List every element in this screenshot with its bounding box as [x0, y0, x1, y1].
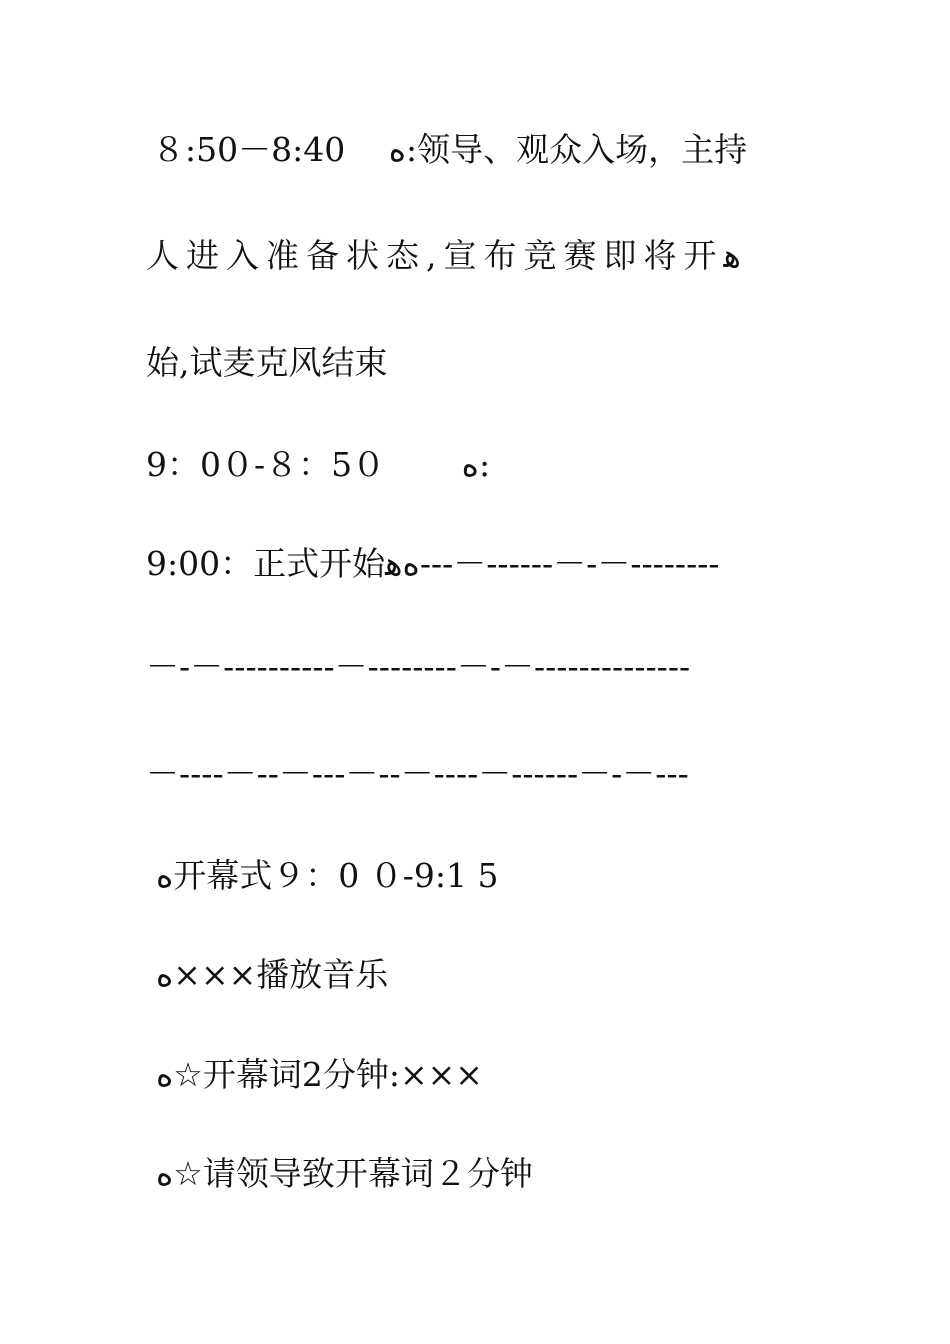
separator-line-1: －-－----------－--------－-－-------------- [146, 647, 691, 686]
opening-ceremony-heading: ﻩ开幕式９：0 ０-9:1 5 [156, 856, 499, 895]
leader-speech-item: ﻩ☆请领导致开幕词２分钟 [156, 1154, 533, 1193]
schedule-line-4: 9：0０-８：5０ ﻩ: [146, 445, 491, 484]
opening-speech-item: ﻩ☆开幕词2分钟:××× [156, 1055, 483, 1094]
play-music-item: ﻩ×××播放音乐 [156, 955, 389, 994]
schedule-line-3: 始,试麦克风结束 [146, 343, 388, 382]
schedule-line-5: 9:00：正式开始ﻩﻫ---－------－-－-------- [146, 544, 720, 583]
schedule-line-2: 人进入准备状态,宣布竞赛即将开ﻫ [146, 236, 741, 275]
separator-line-2: －----－--－---－--－----－------－-－--- [146, 754, 689, 793]
schedule-line-1: ８:50－8:40 ﻩ:领导、观众入场，主持 [152, 130, 748, 169]
